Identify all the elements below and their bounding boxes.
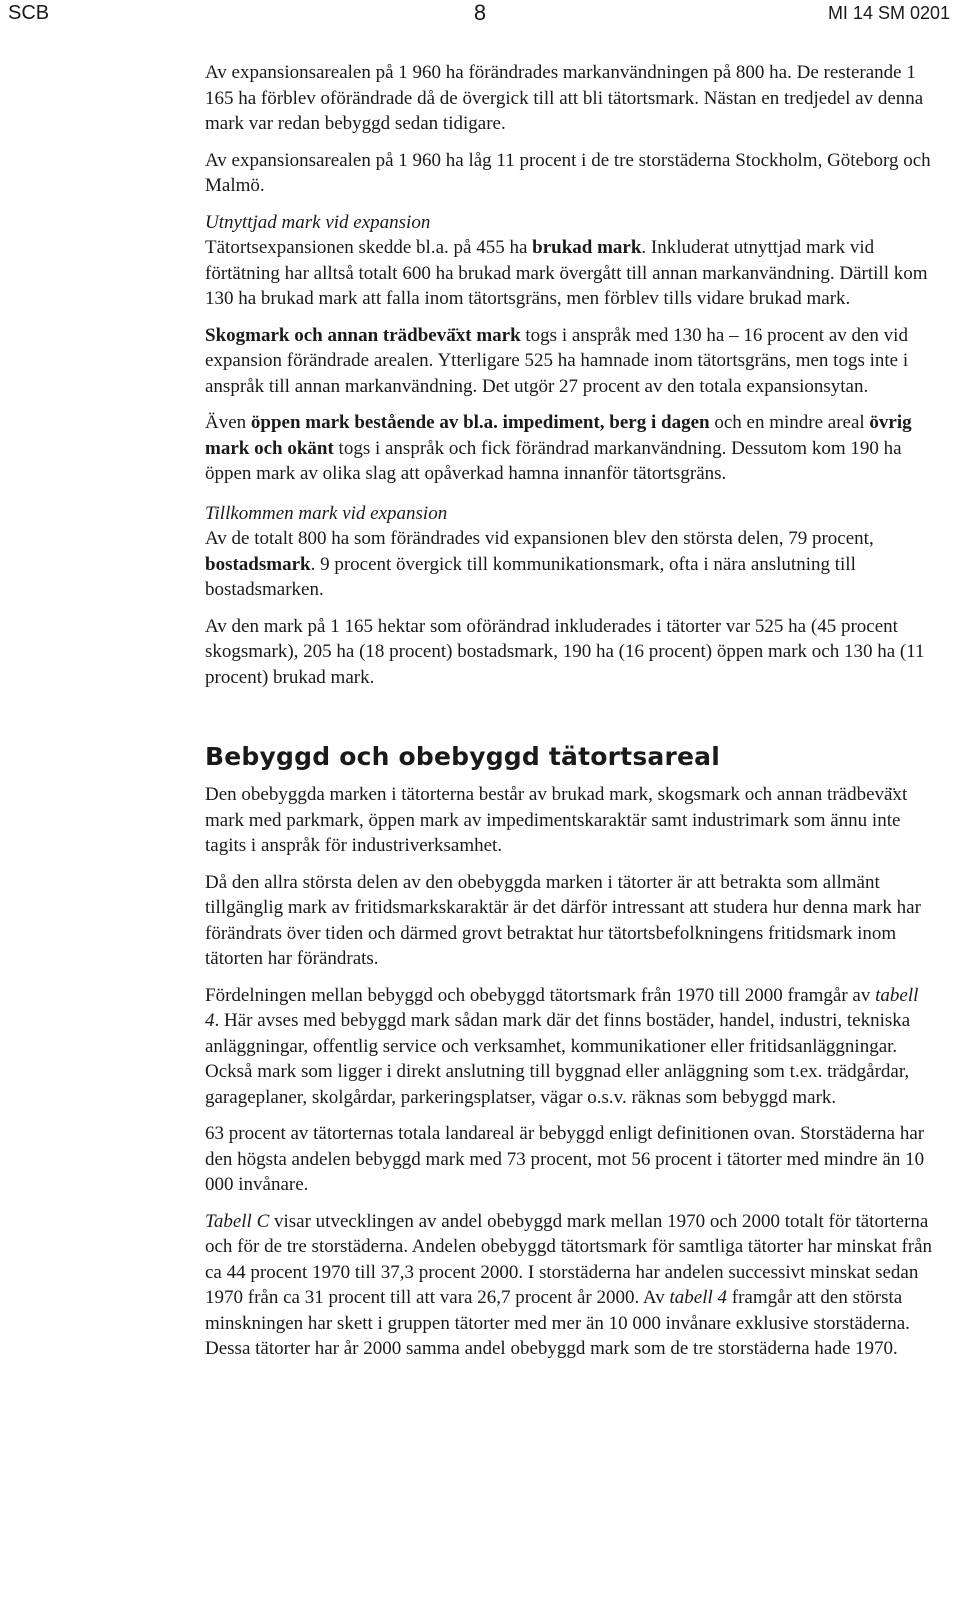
document-body: [205, 60, 935, 1362]
table-reference: tabell 4: [205, 984, 919, 1031]
text-run: Även: [205, 412, 251, 433]
text-run: togs i anspråk med 130 ha – 16 procent av den vid expansion förändrade arealen. Ytterligare 525 ha hamnade inom tätortsgräns, men togs inte i anspråk till annan markanvändning. Det utgör 27 procent av den totala expansionsytan.: [205, 324, 909, 397]
text-run: framgår att den största minskningen har skett i gruppen tätorter med mer än 10 000 invånare exklusive storstäderna. Dessa tätorter har år 2000 samma andel obebyggd mark som de tre storstäderna hade 1970.: [205, 1287, 910, 1359]
paragraph-obebyggd-definition: Den obebyggda marken i tätorterna består av brukad mark, skogsmark och annan trädbevä̈xt mark med parkmark, öppen mark av impedimentskaraktär samt industrimark som ännu inte tagits i anspråk för industriverksamhet.: [205, 784, 908, 856]
bold-term: Skogmark och annan trädbevä̈xt mark: [205, 324, 521, 346]
table-reference: Tabell C: [205, 1210, 270, 1232]
paragraph-expansion-intro: Av expansionsarealen på 1 960 ha förändrades markanvändningen på 800 ha. De resterande 1 165 ha förblev oförändrade då de övergick till att bli tätortsmark. Nästan en tredjedel av denna mark var redan bebyggd sedan tidigare.: [205, 62, 924, 134]
paragraph-storstader-share: Av expansionsarealen på 1 960 ha låg 11 procent i de tre storstäderna Stockholm, Göteborg och Malmö.: [205, 149, 931, 196]
paragraph-tabell-c: [205, 1209, 935, 1362]
bold-term: bostadsmark: [205, 553, 311, 575]
bold-term: öppen mark bestående av bl.a. impediment, berg i dagen: [250, 412, 710, 433]
bold-term: övrig mark och okänt: [205, 412, 912, 459]
text-run: . 9 procent övergick till kommunikationsmark, ofta i nära anslutning till bostadsmarken.: [205, 553, 856, 600]
subheading-tillkommen-mark: Tillkommen mark vid expansion: [205, 502, 448, 524]
paragraph-fritidsmark: Då den allra största delen av den obebyggda marken i tätorter är att betrakta som allmänt tillgänglig mark av fritidsmarkskaraktär är det därför intressant att studera hur denna mark har förändrats över tiden och därmed grovt betraktat hur tätortsbefolkningens fritidsmark inom tätorten har förändrats.: [205, 871, 921, 969]
text-run: . Här avses med bebyggd mark sådan mark där det finns bostäder, handel, industri, tekniska anläggningar, offentlig service och verksamhet, kommunikationer eller fritidsanläggningar. Också mark som ligger i direkt anslutning till byggnad eller anläggning som t.ex. trädgårdar, garageplaner, skolgårdar, parkeringsplatser, vägar o.s.v. räknas som bebyggd mark.: [205, 1010, 911, 1108]
table-reference: tabell 4: [669, 1287, 728, 1308]
paragraph-oforandrad-mark: Av den mark på 1 165 hektar som oförändrad inkluderades i tätorter var 525 ha (45 procent skogsmark), 205 ha (18 procent) bostadsmark, 190 ha (16 procent) öppen mark och 130 ha (11 procent) brukad mark.: [205, 615, 925, 688]
paragraph-bostadsmark: [205, 526, 935, 603]
text-run: . Inkluderat utnyttjad mark vid förtätning har alltså totalt 600 ha brukad mark övergått till annan markanvändning. Därtill kom 130 ha brukad mark att falla inom tätortsgräns, men förblev tills vidare brukad mark.: [205, 237, 928, 309]
header-report-code: MI 14 SM 0201: [827, 3, 950, 23]
paragraph-bebyggd-andel: 63 procent av tätorternas totala landareal är bebyggd enligt definitionen ovan. Storstäderna har den högsta andelen bebyggd mark med 73 procent, mot 56 procent i tätorter med mindre än 10 000 invånare.: [205, 1123, 925, 1195]
text-run: och en mindre areal: [709, 412, 870, 433]
text-run: visar utvecklingen av andel obebyggd mark mellan 1970 och 2000 totalt för tätorterna och för de tre storstäderna. Andelen obebyggd tätortsmark för samtliga tätorter har minskat från ca 44 procent 1970 till 37,3 procent 2000. I storstäderna har andelen successivt minskat sedan 1970 från ca 31 procent till att vara 26,7 procent år 2000. Av: [205, 1210, 933, 1308]
subheading-utnyttjad-mark: Utnyttjad mark vid expansion: [205, 211, 431, 233]
section-title: Bebyggd och obebyggd tätortsareal: [205, 742, 720, 771]
paragraph-fordelning: [205, 983, 935, 1111]
bold-term: brukad mark: [532, 237, 642, 258]
header-org: SCB: [8, 2, 50, 24]
paragraph-oppen-mark: [205, 410, 935, 487]
text-run: Tätortsexpansionen skedde bl.a. på 455 ha: [205, 237, 533, 258]
page-header: [0, 0, 960, 30]
paragraph-brukad-mark: [205, 235, 935, 312]
paragraph-skogmark: [205, 323, 935, 400]
page-number: 8: [473, 0, 487, 25]
text-run: Av de totalt 800 ha som förändrades vid expansionen blev den största delen, 79 procent,: [205, 528, 874, 549]
text-run: Fördelningen mellan bebyggd och obebyggd tätortsmark från 1970 till 2000 framgår av: [205, 984, 876, 1006]
text-run: togs i anspråk och fick förändrad markanvändning. Dessutom kom 190 ha öppen mark av olika slag att opåverkad hamna innanför tätortsgräns.: [205, 437, 902, 484]
